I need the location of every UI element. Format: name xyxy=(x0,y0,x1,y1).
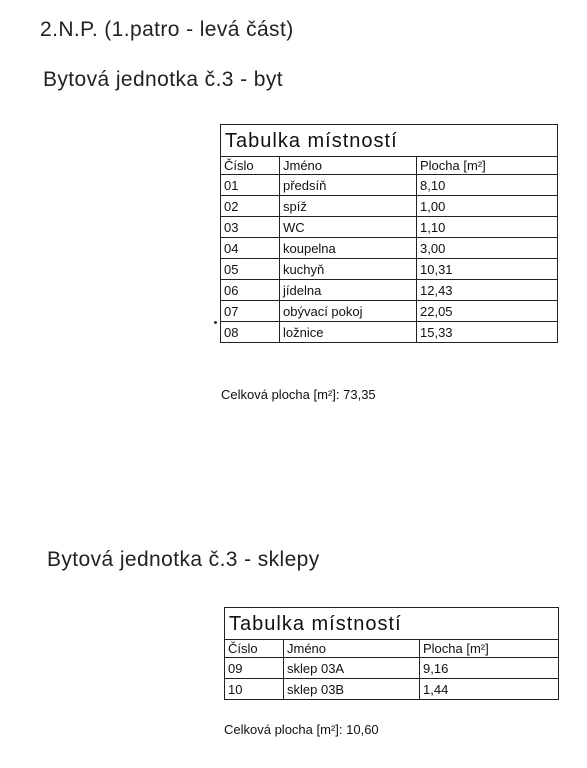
unit-heading-sklepy: Bytová jednotka č.3 - sklepy xyxy=(47,548,320,571)
column-header-name: Jméno xyxy=(284,640,420,658)
room-number: 09 xyxy=(225,658,284,679)
room-area: 10,31 xyxy=(417,259,558,280)
room-area: 1,10 xyxy=(417,217,558,238)
floor-heading: 2.N.P. (1.patro - levá část) xyxy=(40,18,294,41)
room-table-byt xyxy=(220,124,558,343)
table-title: Tabulka místností xyxy=(225,608,559,640)
column-header-number: Číslo xyxy=(225,640,284,658)
room-number: 06 xyxy=(221,280,280,301)
column-header-number: Číslo xyxy=(221,157,280,175)
room-number: 10 xyxy=(225,679,284,700)
table-row xyxy=(221,322,558,343)
total-area-value: 10,60 xyxy=(346,722,379,737)
column-header-area: Plocha [m²] xyxy=(420,640,559,658)
total-area-label: Celková plocha [m²]: xyxy=(221,387,340,402)
table-row xyxy=(221,175,558,196)
total-area-value: 73,35 xyxy=(343,387,376,402)
room-name: WC xyxy=(280,217,417,238)
room-number: 07 xyxy=(221,301,280,322)
total-area-byt xyxy=(221,387,376,402)
table-row xyxy=(221,196,558,217)
table-row xyxy=(221,301,558,322)
table-row xyxy=(221,280,558,301)
room-area: 9,16 xyxy=(420,658,559,679)
room-area: 12,43 xyxy=(417,280,558,301)
room-number: 04 xyxy=(221,238,280,259)
room-name: spíž xyxy=(280,196,417,217)
room-area: 1,44 xyxy=(420,679,559,700)
room-name: předsíň xyxy=(280,175,417,196)
table-row xyxy=(221,259,558,280)
unit-heading-byt: Bytová jednotka č.3 - byt xyxy=(43,68,283,91)
room-name: sklep 03A xyxy=(284,658,420,679)
column-header-area: Plocha [m²] xyxy=(417,157,558,175)
room-number: 08 xyxy=(221,322,280,343)
room-name: kuchyň xyxy=(280,259,417,280)
room-name: sklep 03B xyxy=(284,679,420,700)
room-number: 03 xyxy=(221,217,280,238)
room-table-sklepy xyxy=(224,607,559,700)
total-area-label: Celková plocha [m²]: xyxy=(224,722,343,737)
room-number: 02 xyxy=(221,196,280,217)
room-number: 05 xyxy=(221,259,280,280)
table-row xyxy=(225,658,559,679)
room-area: 15,33 xyxy=(417,322,558,343)
room-area: 3,00 xyxy=(417,238,558,259)
room-area: 8,10 xyxy=(417,175,558,196)
room-name: obývací pokoj xyxy=(280,301,417,322)
scan-speck xyxy=(214,321,217,324)
room-name: koupelna xyxy=(280,238,417,259)
room-name: jídelna xyxy=(280,280,417,301)
room-area: 22,05 xyxy=(417,301,558,322)
table-row xyxy=(221,238,558,259)
total-area-sklepy xyxy=(224,722,379,737)
table-title: Tabulka místností xyxy=(221,125,558,157)
room-name: ložnice xyxy=(280,322,417,343)
column-header-name: Jméno xyxy=(280,157,417,175)
room-number: 01 xyxy=(221,175,280,196)
room-area: 1,00 xyxy=(417,196,558,217)
table-row xyxy=(225,679,559,700)
table-row xyxy=(221,217,558,238)
